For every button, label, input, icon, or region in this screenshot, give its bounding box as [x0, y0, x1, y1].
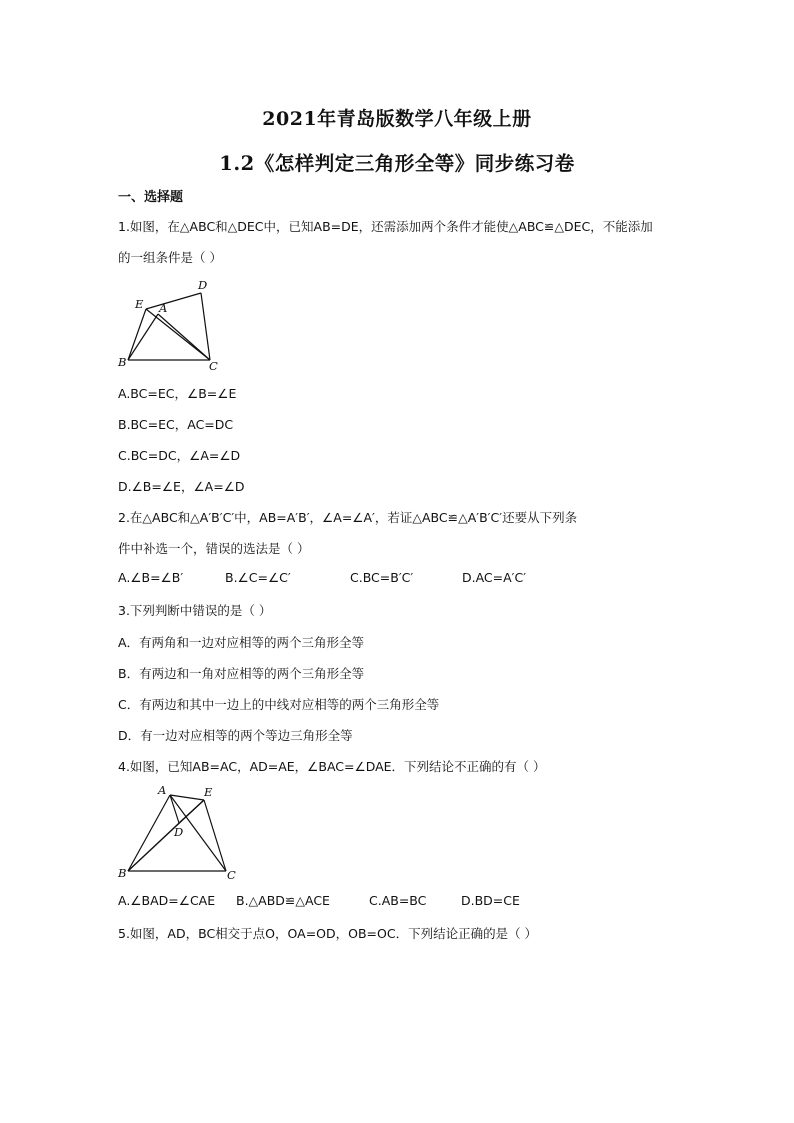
q1-label-B: B: [118, 355, 127, 369]
q1-label-E: E: [135, 297, 144, 311]
q4-seg-EC: [204, 800, 226, 871]
q2-stem-line1: 2.在△ABC和△A′B′C′中，AB=A′B′，∠A=∠A′，若证△ABC≌△A′B′C′还要从下列条: [118, 510, 578, 525]
q4-stem: 4.如图，已知AB=AC，AD=AE，∠BAC=∠DAE．下列结论不正确的有（ ）: [118, 759, 546, 774]
q3-option-b[interactable]: B．有两边和一角对应相等的两个三角形全等: [118, 666, 365, 681]
q1-seg-ED: [146, 293, 201, 309]
q1-option-d[interactable]: D.∠B=∠E，∠A=∠D: [118, 479, 245, 494]
q4-option-a[interactable]: A.∠BAD=∠CAE: [118, 893, 216, 908]
q4-option-b[interactable]: B.△ABD≌△ACE: [236, 893, 330, 908]
q1-option-b[interactable]: B.BC=EC，AC=DC: [118, 417, 234, 432]
q1-seg-BA: [128, 314, 158, 360]
q4-label-C: C: [227, 868, 236, 882]
section-heading: 一、选择题: [118, 190, 184, 205]
q1-label-C: C: [209, 359, 218, 373]
q3-option-d[interactable]: D．有一边对应相等的两个等边三角形全等: [118, 728, 353, 743]
q1-label-D: D: [198, 278, 208, 292]
q3-option-a[interactable]: A．有两角和一边对应相等的两个三角形全等: [118, 635, 365, 650]
q4-seg-AB: [128, 795, 170, 871]
q3-option-c[interactable]: C．有两边和其中一边上的中线对应相等的两个三角形全等: [118, 697, 440, 712]
q1-option-c[interactable]: C.BC=DC，∠A=∠D: [118, 448, 241, 463]
q4-label-B: B: [118, 866, 127, 880]
q5-stem: 5.如图，AD，BC相交于点O，OA=OD，OB=OC．下列结论正确的是（ ）: [118, 926, 538, 941]
q2-option-b[interactable]: B.∠C=∠C′: [225, 570, 291, 585]
q4-option-c[interactable]: C.AB=BC: [369, 893, 427, 908]
q1-seg-EB: [128, 309, 146, 360]
q1-stem-line1: 1.如图，在△ABC和△DEC中，已知AB=DE，还需添加两个条件才能使△ABC≌△DEC，不能添加: [118, 219, 653, 234]
q2-option-c[interactable]: C.BC=B′C′: [350, 570, 414, 585]
q4-seg-BE: [128, 800, 204, 871]
q4-seg-AD: [170, 795, 179, 823]
q4-seg-AE: [170, 795, 204, 800]
q1-figure: [116, 276, 226, 371]
q4-label-E: E: [204, 785, 213, 799]
q2-option-a[interactable]: A.∠B=∠B′: [118, 570, 184, 585]
q1-seg-DC: [201, 293, 210, 360]
q3-stem: 3.下列判断中错误的是（ ）: [118, 603, 272, 618]
q4-figure: [116, 783, 241, 883]
q4-option-d[interactable]: D.BD=CE: [461, 893, 520, 908]
q1-option-a[interactable]: A.BC=EC，∠B=∠E: [118, 386, 237, 401]
q1-label-A: A: [159, 301, 168, 315]
worksheet-title: 2021年青岛版数学八年级上册: [262, 108, 532, 130]
q4-label-D: D: [174, 825, 184, 839]
q2-options: [118, 570, 526, 585]
q2-stem-line2: 件中补选一个，错误的选法是（ ）: [118, 541, 310, 556]
q1-seg-AC: [158, 314, 210, 360]
q1-stem-line2: 的一组条件是（ ）: [118, 250, 222, 265]
worksheet-subtitle: 1.2《怎样判定三角形全等》同步练习卷: [219, 152, 575, 175]
q2-option-d[interactable]: D.AC=A′C′: [462, 570, 527, 585]
q4-label-A: A: [158, 783, 167, 797]
q4-options: [118, 893, 520, 908]
